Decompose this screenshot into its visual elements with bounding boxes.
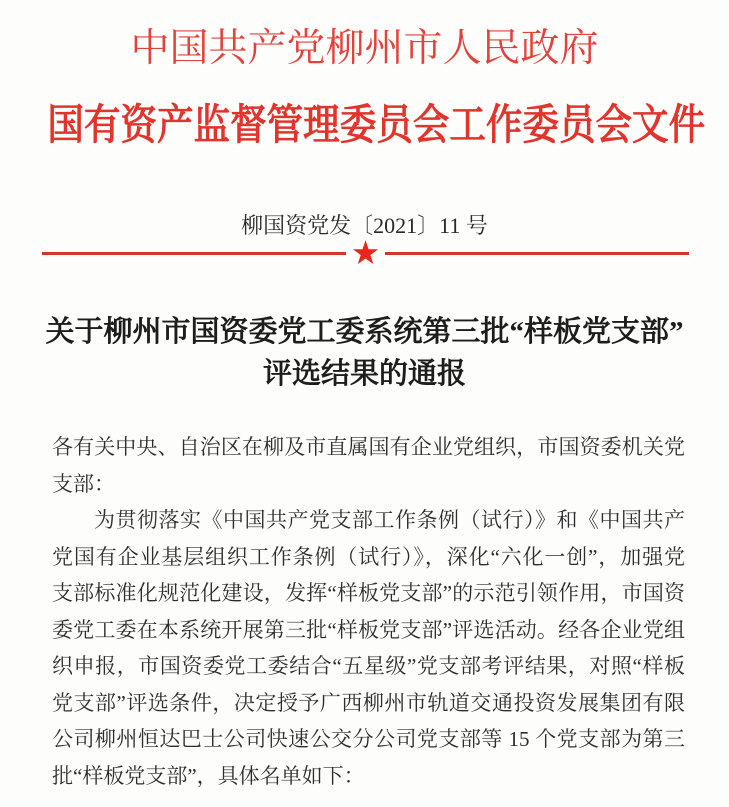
star-icon: ★ — [350, 232, 381, 272]
body-line-salutation: 各有关中央、自治区在柳及市直属国有企业党组织，市国资委机关党 — [52, 435, 685, 459]
letterhead-authority-line: 中国共产党柳州市人民政府 — [130, 27, 599, 70]
body-line: 委党工委在本系统开展第三批“样板党支部”评选活动。经各企业党组 — [52, 617, 685, 642]
divider-line-right — [385, 252, 689, 255]
body-line: 支部标准化规范化建设，发挥“样板党支部”的示范引领作用，市国资 — [52, 581, 685, 605]
body-line: 织申报，市国资委党工委结合“五星级”党支部考评结果，对照“样板 — [52, 654, 685, 678]
document-body — [52, 429, 685, 794]
document-title — [0, 311, 729, 395]
red-divider — [42, 232, 689, 272]
body-line: 公司柳州恒达巴士公司快速公交分公司党支部等 15 个党支部为第三 — [52, 727, 685, 751]
body-line-closing: 批“样板党支部”，具体名单如下： — [52, 763, 365, 788]
document-title-line1: 关于柳州市国资委党工委系统第三批“样板党支部” — [45, 316, 684, 348]
divider-line-left — [42, 252, 346, 255]
body-line: 为贯彻落实《中国共产党支部工作条例（试行）》和《中国共产 — [94, 508, 685, 532]
document-number: 柳国资党发〔2021〕11 号 — [241, 213, 488, 238]
document-title-line2: 评选结果的通报 — [262, 358, 466, 390]
body-line: 党国有企业基层组织工作条例（试行）》，深化“六化一创”，加强党 — [52, 544, 685, 569]
body-line-salutation-end: 支部： — [52, 471, 115, 496]
body-line: 党支部”评选条件，决定授予广西柳州市轨道交通投资发展集团有限 — [52, 690, 685, 715]
letterhead-committee-line: 国有资产监督管理委员会工作委员会文件 — [47, 103, 706, 149]
